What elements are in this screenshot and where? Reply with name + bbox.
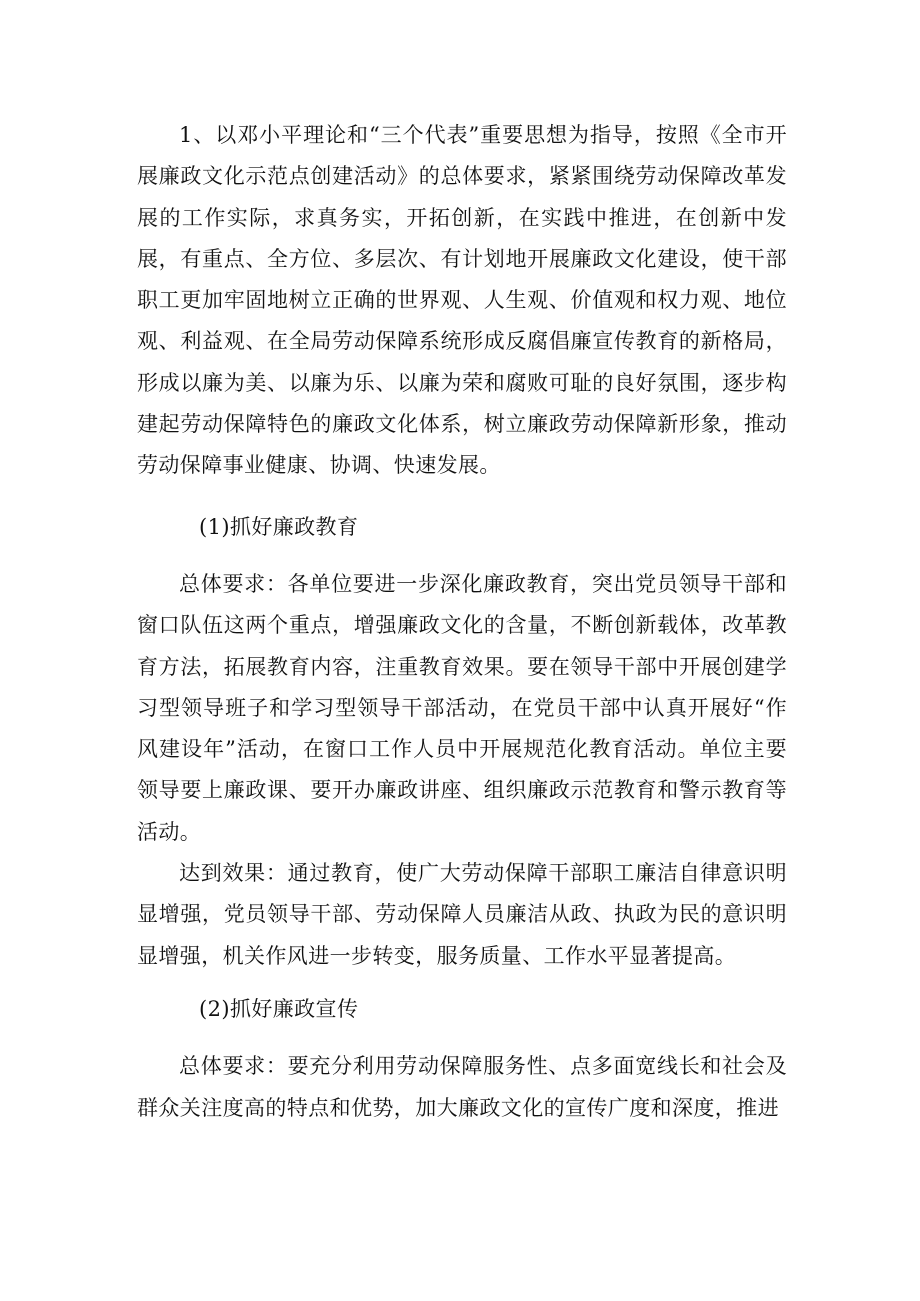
spacer <box>137 977 787 983</box>
section-heading-education: (1)抓好廉政教育 <box>199 514 359 539</box>
paragraph-education-effects: 达到效果：通过教育，使广大劳动保障干部职工廉洁自律意识明显增强，党员领导干部、劳动保障人员廉洁从政、执政为民的意识明显增强，机关作风进一步转变，服务质量、工作水平显著提高。 <box>137 861 787 968</box>
section-heading-publicity: (2)抓好廉政宣传 <box>199 996 359 1021</box>
document-body <box>137 115 787 1129</box>
paragraph-education-requirements: 总体要求：各单位要进一步深化廉政教育，突出党员领导干部和窗口队伍这两个重点，增强廉政文化的含量，不断创新载体，改革教育方法，拓展教育内容，注重教育效果。要在领导干部中开展创建学习型领导班子和学习型领导干部活动，在党员干部中认真开展好“作风建设年”活动，在窗口工作人员中开展规范化教育活动。单位主要领导要上廉政课、要开办廉政讲座、组织廉政示范教育和警示教育等活动。 <box>137 571 787 844</box>
paragraph-publicity-requirements: 总体要求：要充分利用劳动保障服务性、点多面宽线长和社会及群众关注度高的特点和优势，加大廉政文化的宣传广度和深度，推进 <box>137 1054 787 1120</box>
paragraph-guiding-principle: 1、以邓小平理论和“三个代表”重要思想为指导，按照《全市开展廉政文化示范点创建活动》的总体要求，紧紧围绕劳动保障改革发展的工作实际，求真务实，开拓创新，在实践中推进，在创新中发展，有重点、全方位、多层次、有计划地开展廉政文化建设，使干部职工更加牢固地树立正确的世界观、人生观、价值观和权力观、地位观、利益观、在全局劳动保障系统形成反腐倡廉宣传教育的新格局，形成以廉为美、以廉为乐、以廉为荣和腐败可耻的良好氛围，逐步构建起劳动保障特色的廉政文化体系，树立廉政劳动保障新形象，推动劳动保障事业健康、协调、快速发展。 <box>137 123 787 478</box>
spacer <box>137 487 787 501</box>
